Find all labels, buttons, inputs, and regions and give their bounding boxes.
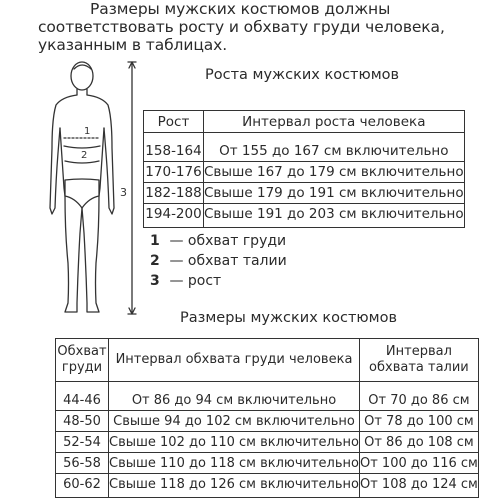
table-row <box>144 183 465 204</box>
sizes-header-chest: Обхват груди <box>56 339 109 382</box>
legend-text: — обхват груди <box>169 233 287 249</box>
heights-header-interval: Интервал роста человека <box>204 111 465 133</box>
legend-text: — обхват талии <box>169 253 287 269</box>
table-row <box>56 474 479 498</box>
sizes-table <box>55 338 479 498</box>
heights-header-row <box>144 111 465 133</box>
waist-interval-cell: От 108 до 124 см <box>359 474 478 498</box>
legend-number: 3 <box>150 273 160 289</box>
sizes-header-chest-interval: Интервал обхвата груди человека <box>109 339 360 382</box>
waist-interval-cell: От 100 до 116 см <box>359 453 478 474</box>
table-row <box>56 453 479 474</box>
legend-text: — рост <box>169 273 222 289</box>
intro-paragraph: Размеры мужских костюмов должны соответствовать росту и обхвату груди человека, указанным в таблицах. <box>38 0 445 54</box>
legend-item <box>150 231 287 251</box>
legend-item <box>150 251 287 271</box>
height-cell: 158-164 <box>144 133 204 162</box>
marker-1: 1 <box>84 126 91 137</box>
chest-interval-cell: Свыше 110 до 118 см включительно <box>109 453 360 474</box>
size-cell: 60-62 <box>56 474 109 498</box>
body-measurement-figure <box>44 58 139 320</box>
chest-interval-cell: От 86 до 94 см включительно <box>109 382 360 411</box>
legend-number: 1 <box>150 233 160 249</box>
height-cell: 194-200 <box>144 204 204 228</box>
size-cell: 52-54 <box>56 432 109 453</box>
table-row <box>56 432 479 453</box>
interval-cell: От 155 до 167 см включительно <box>204 133 465 162</box>
waist-interval-cell: От 78 до 100 см <box>359 411 478 432</box>
sizes-header-waist-interval: Интервал обхвата талии <box>359 339 478 382</box>
heights-title: Роста мужских костюмов <box>205 67 400 83</box>
interval-cell: Свыше 167 до 179 см включительно <box>204 162 465 183</box>
size-cell: 44-46 <box>56 382 109 411</box>
table-row <box>56 411 479 432</box>
sizes-header-row <box>56 339 479 382</box>
sizes-title: Размеры мужских костюмов <box>180 310 397 326</box>
size-cell: 48-50 <box>56 411 109 432</box>
waist-interval-cell: От 70 до 86 см <box>359 382 478 411</box>
table-row <box>144 162 465 183</box>
table-row <box>144 133 465 162</box>
interval-cell: Свыше 191 до 203 см включительно <box>204 204 465 228</box>
heights-table <box>143 110 465 228</box>
marker-2: 2 <box>81 150 88 161</box>
chest-interval-cell: Свыше 102 до 110 см включительно <box>109 432 360 453</box>
heights-header-height: Рост <box>144 111 204 133</box>
chest-interval-cell: Свыше 94 до 102 см включительно <box>109 411 360 432</box>
height-cell: 170-176 <box>144 162 204 183</box>
chest-interval-cell: Свыше 118 до 126 см включительно <box>109 474 360 498</box>
figure-legend <box>150 231 287 291</box>
legend-number: 2 <box>150 253 160 269</box>
marker-3: 3 <box>120 186 127 199</box>
waist-interval-cell: От 86 до 108 см <box>359 432 478 453</box>
table-row <box>56 382 479 411</box>
legend-item <box>150 271 287 291</box>
interval-cell: Свыше 179 до 191 см включительно <box>204 183 465 204</box>
table-row <box>144 204 465 228</box>
height-cell: 182-188 <box>144 183 204 204</box>
size-cell: 56-58 <box>56 453 109 474</box>
